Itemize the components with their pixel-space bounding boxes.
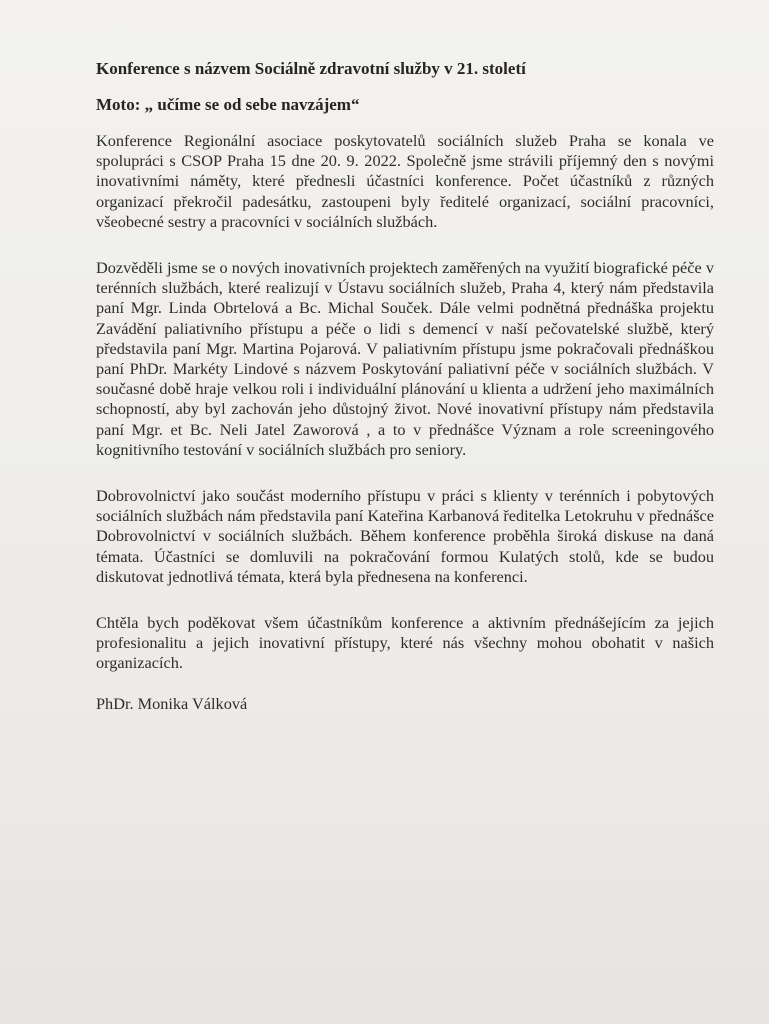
letter-body: [96, 58, 714, 714]
signature: PhDr. Monika Válková: [96, 693, 248, 713]
paragraph-thanks: Chtěla bych poděkovat všem účastníkům konference a aktivním přednášejícím za jejich profesionalitu a jejich inovativní přístupy, které nás všechny mohou obohatit v našich organizacích.: [96, 613, 714, 673]
document-title: Konference s názvem Sociálně zdravotní služby v 21. století: [96, 59, 526, 78]
paragraph-volunteering: Dobrovolnictví jako součást moderního přístupu v práci s klienty v terénních i pobytových sociálních službách nám představila paní Kateřina Karbanová ředitelka Letokruhu v přednášce Dobrovolnictví v sociálních službách. Během konference proběhla široká diskuse na daná témata. Účastníci se domluvili na pokračování formou Kulatých stolů, kde se budou diskutovat jednotlivá témata, která byla přednesena na konferenci.: [96, 486, 714, 586]
document-motto: Moto: „ učíme se od sebe navzájem“: [96, 95, 360, 114]
paragraph-projects: Dozvěděli jsme se o nových inovativních projektech zaměřených na využití biografické péče v terénních službách, které realizují v Ústavu sociálních služeb, Praha 4, který nám představila paní Mgr. Linda Obrtelová a Bc. Michal Souček. Dále velmi podnětná přednáška projektu Zavádění paliativního přístupu a péče o lidi s demencí v naší pečovatelské službě, který představila paní Mgr. Martina Pojarová. V paliativním přístupu jsme pokračovali přednáškou paní PhDr. Markéty Lindové s názvem Poskytování paliativní péče v sociálních službách. V současné době hraje velkou roli i individuální plánování u klienta a udržení jeho maximálních schopností, aby byl zachován jeho důstojný život. Nové inovativní přístupy nám představila paní Mgr. et Bc. Neli Jatel Zaworová , a to v přednášce Význam a role screeningového kognitivního testování v sociálních službách pro seniory.: [96, 258, 714, 459]
paragraph-intro: Konference Regionální asociace poskytovatelů sociálních služeb Praha se konala ve spolupráci s CSOP Praha 15 dne 20. 9. 2022. Společně jsme strávili příjemný den s novými inovativními náměty, které přednesli účastníci konference. Počet účastníků z různých organizací překročil padesátku, zastoupeni byly ředitelé organizací, sociální pracovníci, všeobecné sestry a pracovníci v sociálních službách.: [96, 131, 714, 231]
